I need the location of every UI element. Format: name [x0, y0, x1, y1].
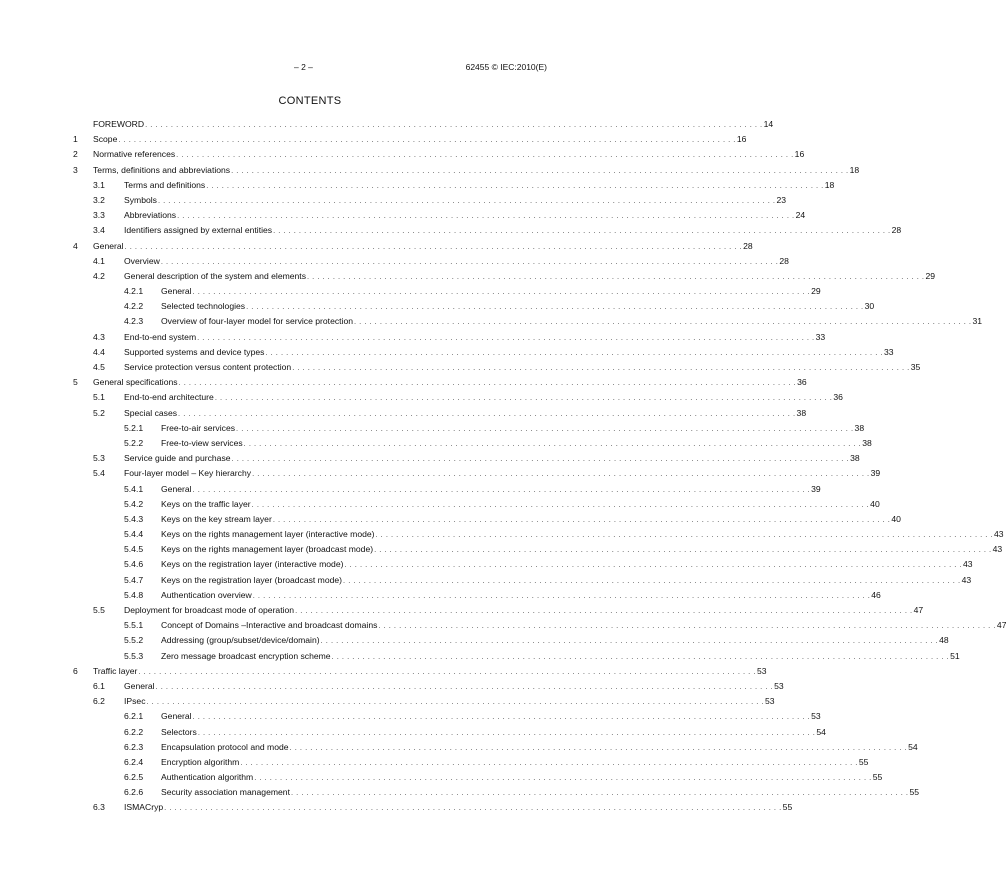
toc-entry-number: 4: [73, 240, 78, 251]
toc-entry-page: 14: [763, 119, 774, 129]
toc-entry[interactable]: [73, 726, 826, 742]
toc-entry[interactable]: [73, 164, 860, 180]
toc-entry-page: 38: [854, 422, 865, 433]
toc-dot-leader: . . . . . . . . . . . . . . . . . . . . . . . . . . . . . . . . . . . . . . . . . . . . . . . . . . . . . . . . . . . . . . . . . . . . . . . . . . . . . . . . . . . . . . . . . . . . . . . . . . . . . . . . . . . . . . . . . . . . . . . .: [246, 302, 864, 312]
toc-entry-label: General: [93, 240, 124, 251]
toc-entry-label: Four-layer model – Key hierarchy: [124, 468, 252, 479]
toc-entry-label: Keys on the traffic layer: [161, 498, 251, 509]
toc-entry[interactable]: [73, 179, 835, 195]
toc-entry-number: 5.2.1: [124, 422, 144, 433]
toc-entry-label: Supported systems and device types: [124, 346, 265, 357]
toc-entry[interactable]: [73, 802, 793, 817]
toc-entry-label: Keys on the registration layer (broadcast mode): [161, 574, 343, 585]
toc-entry-page: 43: [994, 529, 1004, 540]
toc-entry-label: General: [161, 711, 192, 722]
toc-entry-label: Abbreviations: [124, 210, 177, 221]
toc-entry-page: 43: [961, 574, 972, 585]
toc-entry-page: 39: [811, 483, 821, 494]
toc-entry-page: 28: [779, 255, 789, 266]
toc-entry-page: 43: [992, 544, 1003, 555]
toc-entry-label: General: [124, 680, 155, 691]
toc-entry-number: 6.2.2: [124, 726, 144, 737]
toc-dot-leader: . . . . . . . . . . . . . . . . . . . . . . . . . . . . . . . . . . . . . . . . . . . . . . . . . . . . . . . . . . . . . . . . . . . . . . . . . . . . . . . . . . . . . . . . . . . . . . . . . . . . . . . . . . . . . . . . . . . . . . . .: [240, 757, 858, 767]
toc-entry[interactable]: [73, 772, 883, 787]
toc-entry-label: Encapsulation protocol and mode: [161, 741, 289, 752]
toc-entry-label: Selected technologies: [161, 301, 246, 312]
toc-entry[interactable]: [73, 680, 784, 696]
toc-entry[interactable]: [73, 665, 767, 681]
toc-entry-number: 4.3: [93, 331, 105, 342]
toc-entry-page: 47: [913, 605, 924, 615]
toc-entry-number: 6.1: [93, 680, 105, 691]
toc-entry[interactable]: [73, 134, 747, 149]
toc-dot-leader: . . . . . . . . . . . . . . . . . . . . . . . . . . . . . . . . . . . . . . . . . . . . . . . . . . . . . . . . . . . . . . . . . . . . . . . . . . . . . . . . . . . . . . . . . . . . . . . . . . . . . . . . . . . . . . . . . . . . . . . .: [252, 469, 870, 479]
toc-dot-leader: . . . . . . . . . . . . . . . . . . . . . . . . . . . . . . . . . . . . . . . . . . . . . . . . . . . . . . . . . . . . . . . . . . . . . . . . . . . . . . . . . . . . . . . . . . . . . . . . . . . . . . . . . . . . . . . . . . . . . . . .: [192, 712, 811, 722]
toc-dot-leader: . . . . . . . . . . . . . . . . . . . . . . . . . . . . . . . . . . . . . . . . . . . . . . . . . . . . . . . . . . . . . . . . . . . . . . . . . . . . . . . . . . . . . . . . . . . . . . . . . . . . . . . . . . . . . . . . . . . . . . . .: [155, 681, 774, 691]
toc-entry[interactable]: [73, 255, 789, 271]
toc-entry-number: 4.2.1: [124, 286, 144, 297]
toc-dot-leader: . . . . . . . . . . . . . . . . . . . . . . . . . . . . . . . . . . . . . . . . . . . . . . . . . . . . . . . . . . . . . . . . . . . . . . . . . . . . . . . . . . . . . . . . . . . . . . . . . . . . . . . . . . . . . . . . . . . . . . . .: [197, 727, 816, 737]
toc-entry-page: 31: [972, 316, 983, 327]
toc-entry-label: Overview of four-layer model for service protection: [161, 316, 353, 327]
toc-entry-page: 36: [833, 392, 843, 403]
toc-entry[interactable]: [73, 787, 920, 802]
toc-entry[interactable]: [73, 711, 821, 726]
toc-entry-page: 54: [816, 726, 826, 737]
toc-entry-number: 5.4.5: [124, 544, 144, 555]
toc-entry[interactable]: [73, 149, 805, 164]
toc-entry-label: Traffic layer: [93, 665, 138, 676]
page-title: CONTENTS: [278, 95, 342, 107]
toc-entry-number: 4.2.2: [124, 301, 144, 312]
toc-entry[interactable]: [73, 392, 843, 407]
toc-entry-number: 5.4: [93, 468, 105, 479]
toc-entry-label: Encryption algorithm: [161, 756, 240, 767]
toc-entry-page: 43: [962, 559, 973, 570]
toc-dot-leader: . . . . . . . . . . . . . . . . . . . . . . . . . . . . . . . . . . . . . . . . . . . . . . . . . . . . . . . . . . . . . . . . . . . . . . . . . . . . . . . . . . . . . . . . . . . . . . . . . . . . . . . . . . . . . . . . . . . . . . . .: [164, 803, 782, 813]
toc-dot-leader: . . . . . . . . . . . . . . . . . . . . . . . . . . . . . . . . . . . . . . . . . . . . . . . . . . . . . . . . . . . . . . . . . . . . . . . . . . . . . . . . . . . . . . . . . . . . . . . . . . . . . . . . . . . . . . . . . . . . . . . .: [176, 150, 794, 160]
toc-entry-number: 6: [73, 665, 78, 676]
toc-entry-label: Terms, definitions and abbreviations: [93, 164, 231, 175]
toc-entry-page: 38: [862, 437, 872, 448]
toc-entry-number: 6.2.3: [124, 741, 144, 752]
toc-entry-page: 47: [996, 620, 1006, 631]
toc-entry[interactable]: [73, 377, 807, 392]
toc-entry[interactable]: [73, 316, 983, 331]
toc-dot-leader: . . . . . . . . . . . . . . . . . . . . . . . . . . . . . . . . . . . . . . . . . . . . . . . . . . . . . . . . . . . . . . . . . . . . . . . . . . . . . . . . . . . . . . . . . . . . . . . . . . . . . . . . . . . . . . . . . . . . . . . .: [214, 393, 833, 403]
toc-entry-label: General specifications: [93, 377, 178, 388]
toc-entry-number: 6.3: [93, 802, 105, 813]
toc-dot-leader: . . . . . . . . . . . . . . . . . . . . . . . . . . . . . . . . . . . . . . . . . . . . . . . . . . . . . . . . . . . . . . . . . . . . . . . . . . . . . . . . . . . . . . . . . . . . . . . . . . . . . . . . . . . . . . . . . . . . . . . .: [178, 408, 796, 418]
toc-entry[interactable]: [73, 468, 881, 483]
toc-entry-label: Symbols: [124, 194, 157, 205]
toc-entry-label: General description of the system and elements: [124, 270, 306, 281]
toc-dot-leader: . . . . . . . . . . . . . . . . . . . . . . . . . . . . . . . . . . . . . . . . . . . . . . . . . . . . . . . . . . . . . . . . . . . . . . . . . . . . . . . . . . . . . . . . . . . . . . . . . . . . . . . . . . . . . . . . . . . . . . . .: [251, 499, 870, 509]
toc-entry-number: 4.5: [93, 362, 105, 372]
toc-entry-page: 38: [796, 407, 807, 418]
toc-entry-label: Keys on the rights management layer (broadcast mode): [161, 544, 374, 555]
toc-entry-number: 6.2: [93, 696, 105, 707]
toc-dot-leader: . . . . . . . . . . . . . . . . . . . . . . . . . . . . . . . . . . . . . . . . . . . . . . . . . . . . . . . . . . . . . . . . . . . . . . . . . . . . . . . . . . . . . . . . . . . . . . . . . . . . . . . . . . . . . . . . . . . . . . . .: [145, 120, 763, 129]
toc-dot-leader: . . . . . . . . . . . . . . . . . . . . . . . . . . . . . . . . . . . . . . . . . . . . . . . . . . . . . . . . . . . . . . . . . . . . . . . . . . . . . . . . . . . . . . . . . . . . . . . . . . . . . . . . . . . . . . . . . . . . . . . .: [290, 788, 909, 798]
toc-entry-label: IPsec: [124, 696, 146, 707]
toc-dot-leader: . . . . . . . . . . . . . . . . . . . . . . . . . . . . . . . . . . . . . . . . . . . . . . . . . . . . . . . . . . . . . . . . . . . . . . . . . . . . . . . . . . . . . . . . . . . . . . . . . . . . . . . . . . . . . . . . . . . . . . . .: [378, 621, 996, 631]
toc-entry-number: 5.4.4: [124, 529, 144, 540]
toc-entry-number: 5.5.1: [124, 620, 144, 631]
toc-entry-page: 55: [909, 787, 920, 798]
toc-entry-number: 3.2: [93, 194, 105, 205]
toc-entry[interactable]: [73, 194, 787, 210]
toc-entry-number: 6.2.1: [124, 711, 144, 722]
toc-entry[interactable]: [73, 331, 826, 347]
toc-entry-number: 5.3: [93, 453, 105, 464]
toc-entry-page: 53: [765, 696, 775, 707]
toc-entry-number: 4.1: [93, 255, 105, 266]
toc-entry-page: 23: [776, 194, 787, 205]
toc-dot-leader: . . . . . . . . . . . . . . . . . . . . . . . . . . . . . . . . . . . . . . . . . . . . . . . . . . . . . . . . . . . . . . . . . . . . . . . . . . . . . . . . . . . . . . . . . . . . . . . . . . . . . . . . . . . . . . . . . . . . . . . .: [124, 241, 743, 251]
toc-entry-page: 18: [824, 179, 835, 190]
toc-entry-page: 39: [870, 468, 881, 479]
toc-entry[interactable]: [73, 741, 918, 757]
toc-entry[interactable]: [73, 301, 875, 316]
toc-dot-leader: . . . . . . . . . . . . . . . . . . . . . . . . . . . . . . . . . . . . . . . . . . . . . . . . . . . . . . . . . . . . . . . . . . . . . . . . . . . . . . . . . . . . . . . . . . . . . . . . . . . . . . . . . . . . . . . . . . . . . . . .: [307, 271, 925, 281]
toc-entry-number: 1: [73, 134, 78, 145]
toc-entry[interactable]: [73, 270, 936, 286]
toc-entry-number: 5.4.1: [124, 483, 144, 494]
toc-dot-leader: . . . . . . . . . . . . . . . . . . . . . . . . . . . . . . . . . . . . . . . . . . . . . . . . . . . . . . . . . . . . . . . . . . . . . . . . . . . . . . . . . . . . . . . . . . . . . . . . . . . . . . . . . . . . . . . . . . . . . . . .: [272, 514, 891, 524]
toc-dot-leader: . . . . . . . . . . . . . . . . . . . . . . . . . . . . . . . . . . . . . . . . . . . . . . . . . . . . . . . . . . . . . . . . . . . . . . . . . . . . . . . . . . . . . . . . . . . . . . . . . . . . . . . . . . . . . . . . . . . . . . . .: [374, 545, 992, 555]
toc-entry-label: Normative references: [93, 149, 176, 160]
toc-entry[interactable]: [73, 119, 774, 134]
toc-dot-leader: . . . . . . . . . . . . . . . . . . . . . . . . . . . . . . . . . . . . . . . . . . . . . . . . . . . . . . . . . . . . . . . . . . . . . . . . . . . . . . . . . . . . . . . . . . . . . . . . . . . . . . . . . . . . . . . . . . . . . . . .: [192, 484, 811, 494]
toc-entry-number: 5.4.6: [124, 559, 144, 570]
toc-entry-page: 53: [756, 665, 767, 676]
toc-entry[interactable]: [73, 589, 881, 605]
toc-entry-number: 5.1: [93, 392, 105, 403]
toc-entry[interactable]: [73, 483, 821, 499]
toc-entry-label: Deployment for broadcast mode of operation: [124, 605, 295, 615]
toc-entry-label: Concept of Domains –Interactive and broadcast domains: [161, 620, 378, 631]
toc-dot-leader: . . . . . . . . . . . . . . . . . . . . . . . . . . . . . . . . . . . . . . . . . . . . . . . . . . . . . . . . . . . . . . . . . . . . . . . . . . . . . . . . . . . . . . . . . . . . . . . . . . . . . . . . . . . . . . . . . . . . . . . .: [146, 697, 765, 707]
toc-entry-label: Service protection versus content protection: [124, 362, 292, 372]
toc-dot-leader: . . . . . . . . . . . . . . . . . . . . . . . . . . . . . . . . . . . . . . . . . . . . . . . . . . . . . . . . . . . . . . . . . . . . . . . . . . . . . . . . . . . . . . . . . . . . . . . . . . . . . . . . . . . . . . . . . . . . . . . .: [252, 590, 871, 600]
toc-entry-number: 3: [73, 164, 78, 175]
toc-entry-page: 16: [794, 149, 805, 160]
toc-dot-leader: . . . . . . . . . . . . . . . . . . . . . . . . . . . . . . . . . . . . . . . . . . . . . . . . . . . . . . . . . . . . . . . . . . . . . . . . . . . . . . . . . . . . . . . . . . . . . . . . . . . . . . . . . . . . . . . . . . . . . . . .: [254, 773, 872, 783]
toc-entry-number: 5.2: [93, 407, 105, 418]
toc-entry-label: Free-to-air services: [161, 422, 236, 433]
toc-entry-page: 53: [774, 680, 784, 691]
toc-entry[interactable]: [73, 437, 872, 453]
toc-entry-page: 33: [815, 331, 826, 342]
toc-entry-page: 40: [870, 498, 880, 509]
toc-entry-page: 38: [850, 453, 860, 464]
toc-entry[interactable]: [73, 620, 1006, 635]
toc-dot-leader: . . . . . . . . . . . . . . . . . . . . . . . . . . . . . . . . . . . . . . . . . . . . . . . . . . . . . . . . . . . . . . . . . . . . . . . . . . . . . . . . . . . . . . . . . . . . . . . . . . . . . . . . . . . . . . . . . . . . . . . .: [295, 606, 913, 615]
toc-dot-leader: . . . . . . . . . . . . . . . . . . . . . . . . . . . . . . . . . . . . . . . . . . . . . . . . . . . . . . . . . . . . . . . . . . . . . . . . . . . . . . . . . . . . . . . . . . . . . . . . . . . . . . . . . . . . . . . . . . . . . . . .: [320, 636, 939, 646]
toc-entry-label: Identifiers assigned by external entities: [124, 225, 273, 236]
toc-entry-label: Free-to-view services: [161, 437, 243, 448]
toc-entry-number: 6.2.5: [124, 772, 144, 783]
toc-dot-leader: . . . . . . . . . . . . . . . . . . . . . . . . . . . . . . . . . . . . . . . . . . . . . . . . . . . . . . . . . . . . . . . . . . . . . . . . . . . . . . . . . . . . . . . . . . . . . . . . . . . . . . . . . . . . . . . . . . . . . . . .: [231, 454, 850, 464]
toc-entry[interactable]: [73, 346, 894, 362]
toc-entry-label: Authentication overview: [161, 589, 252, 600]
toc-dot-leader: . . . . . . . . . . . . . . . . . . . . . . . . . . . . . . . . . . . . . . . . . . . . . . . . . . . . . . . . . . . . . . . . . . . . . . . . . . . . . . . . . . . . . . . . . . . . . . . . . . . . . . . . . . . . . . . . . . . . . . . .: [273, 226, 891, 236]
toc-entry-number: 5.4.7: [124, 574, 144, 585]
toc-entry-number: 3.4: [93, 225, 105, 236]
toc-entry-number: 6.2.4: [124, 756, 144, 767]
toc-entry-label: Authentication algorithm: [161, 772, 254, 783]
toc-entry-label: Addressing (group/subset/device/domain): [161, 635, 320, 646]
toc-entry-label: Security association management: [161, 787, 290, 798]
toc-entry-page: 48: [939, 635, 949, 646]
toc-entry-page: 33: [883, 346, 894, 357]
toc-entry-label: Service guide and purchase: [124, 453, 231, 464]
toc-entry-page: 35: [910, 362, 921, 372]
toc-entry-label: Keys on the registration layer (interactive mode): [161, 559, 344, 570]
toc-entry-page: 30: [864, 301, 875, 312]
toc-entry[interactable]: [73, 650, 960, 666]
toc-entry-page: 51: [950, 650, 960, 661]
toc-entry[interactable]: [73, 453, 860, 468]
toc-entry-number: 4.2: [93, 270, 105, 281]
toc-entry[interactable]: [73, 225, 902, 240]
toc-entry[interactable]: [73, 559, 973, 574]
toc-entry[interactable]: [73, 635, 949, 650]
toc-entry-page: 28: [891, 225, 902, 236]
toc-dot-leader: . . . . . . . . . . . . . . . . . . . . . . . . . . . . . . . . . . . . . . . . . . . . . . . . . . . . . . . . . . . . . . . . . . . . . . . . . . . . . . . . . . . . . . . . . . . . . . . . . . . . . . . . . . . . . . . . . . . . . . . .: [177, 211, 795, 221]
toc-entry[interactable]: [73, 422, 865, 438]
toc-entry-page: 16: [736, 134, 747, 145]
toc-entry-page: 55: [782, 802, 793, 813]
toc-entry[interactable]: [73, 756, 869, 772]
toc-entry-label: General: [161, 483, 192, 494]
toc-entry[interactable]: [73, 407, 807, 423]
page-number: – 2 –: [294, 62, 313, 72]
toc-entry-number: 5.5.3: [124, 650, 144, 661]
toc-dot-leader: . . . . . . . . . . . . . . . . . . . . . . . . . . . . . . . . . . . . . . . . . . . . . . . . . . . . . . . . . . . . . . . . . . . . . . . . . . . . . . . . . . . . . . . . . . . . . . . . . . . . . . . . . . . . . . . . . . . . . . . .: [138, 666, 756, 676]
toc-dot-leader: . . . . . . . . . . . . . . . . . . . . . . . . . . . . . . . . . . . . . . . . . . . . . . . . . . . . . . . . . . . . . . . . . . . . . . . . . . . . . . . . . . . . . . . . . . . . . . . . . . . . . . . . . . . . . . . . . . . . . . . .: [343, 575, 961, 585]
toc-dot-leader: . . . . . . . . . . . . . . . . . . . . . . . . . . . . . . . . . . . . . . . . . . . . . . . . . . . . . . . . . . . . . . . . . . . . . . . . . . . . . . . . . . . . . . . . . . . . . . . . . . . . . . . . . . . . . . . . . . . . . . . .: [160, 256, 779, 266]
toc-dot-leader: . . . . . . . . . . . . . . . . . . . . . . . . . . . . . . . . . . . . . . . . . . . . . . . . . . . . . . . . . . . . . . . . . . . . . . . . . . . . . . . . . . . . . . . . . . . . . . . . . . . . . . . . . . . . . . . . . . . . . . . .: [157, 195, 776, 205]
toc-entry-page: 29: [811, 286, 821, 297]
toc-entry-page: 54: [908, 741, 918, 752]
toc-dot-leader: . . . . . . . . . . . . . . . . . . . . . . . . . . . . . . . . . . . . . . . . . . . . . . . . . . . . . . . . . . . . . . . . . . . . . . . . . . . . . . . . . . . . . . . . . . . . . . . . . . . . . . . . . . . . . . . . . . . . . . . .: [354, 317, 972, 327]
toc-entry-label: Keys on the key stream layer: [161, 513, 272, 524]
toc-entry-number: 4.2.3: [124, 316, 144, 327]
toc-entry-label: ISMACryp: [124, 802, 164, 813]
toc-dot-leader: . . . . . . . . . . . . . . . . . . . . . . . . . . . . . . . . . . . . . . . . . . . . . . . . . . . . . . . . . . . . . . . . . . . . . . . . . . . . . . . . . . . . . . . . . . . . . . . . . . . . . . . . . . . . . . . . . . . . . . . .: [178, 378, 797, 388]
toc-entry-number: 5.2.2: [124, 437, 144, 448]
toc-dot-leader: . . . . . . . . . . . . . . . . . . . . . . . . . . . . . . . . . . . . . . . . . . . . . . . . . . . . . . . . . . . . . . . . . . . . . . . . . . . . . . . . . . . . . . . . . . . . . . . . . . . . . . . . . . . . . . . . . . . . . . . .: [197, 332, 815, 342]
toc-dot-leader: . . . . . . . . . . . . . . . . . . . . . . . . . . . . . . . . . . . . . . . . . . . . . . . . . . . . . . . . . . . . . . . . . . . . . . . . . . . . . . . . . . . . . . . . . . . . . . . . . . . . . . . . . . . . . . . . . . . . . . . .: [236, 423, 854, 433]
toc-entry-label: Overview: [124, 255, 160, 266]
toc-entry-label: General: [161, 286, 192, 297]
toc-entry-number: 2: [73, 149, 78, 160]
toc-entry-label: End-to-end architecture: [124, 392, 214, 403]
toc-entry-page: 18: [849, 164, 860, 175]
toc-entry-number: 4.4: [93, 346, 105, 357]
toc-dot-leader: . . . . . . . . . . . . . . . . . . . . . . . . . . . . . . . . . . . . . . . . . . . . . . . . . . . . . . . . . . . . . . . . . . . . . . . . . . . . . . . . . . . . . . . . . . . . . . . . . . . . . . . . . . . . . . . . . . . . . . . .: [231, 165, 849, 175]
toc-entry-number: 5.5: [93, 605, 105, 615]
toc-entry-page: 29: [925, 270, 936, 281]
toc-entry-page: 53: [811, 711, 821, 722]
toc-entry[interactable]: [73, 240, 753, 256]
toc-entry-label: Scope: [93, 134, 118, 145]
toc-dot-leader: . . . . . . . . . . . . . . . . . . . . . . . . . . . . . . . . . . . . . . . . . . . . . . . . . . . . . . . . . . . . . . . . . . . . . . . . . . . . . . . . . . . . . . . . . . . . . . . . . . . . . . . . . . . . . . . . . . . . . . . .: [375, 530, 994, 540]
toc-entry-page: 55: [872, 772, 883, 783]
toc-entry-label: Zero message broadcast encryption scheme: [161, 650, 331, 661]
toc-entry-label: Terms and definitions: [124, 179, 206, 190]
toc-entry-label: FOREWORD: [93, 119, 145, 129]
toc-entry[interactable]: [73, 544, 1003, 559]
toc-entry[interactable]: [73, 605, 924, 620]
toc-dot-leader: . . . . . . . . . . . . . . . . . . . . . . . . . . . . . . . . . . . . . . . . . . . . . . . . . . . . . . . . . . . . . . . . . . . . . . . . . . . . . . . . . . . . . . . . . . . . . . . . . . . . . . . . . . . . . . . . . . . . . . . .: [292, 363, 910, 372]
toc-entry[interactable]: [73, 362, 921, 377]
toc-entry-number: 6.2.6: [124, 787, 144, 798]
toc-dot-leader: . . . . . . . . . . . . . . . . . . . . . . . . . . . . . . . . . . . . . . . . . . . . . . . . . . . . . . . . . . . . . . . . . . . . . . . . . . . . . . . . . . . . . . . . . . . . . . . . . . . . . . . . . . . . . . . . . . . . . . . .: [265, 347, 883, 357]
standard-reference: 62455 © IEC:2010(E): [465, 62, 547, 72]
toc-entry-page: 55: [858, 756, 869, 767]
toc-entry-number: 3.1: [93, 179, 105, 190]
toc-entry[interactable]: [73, 529, 1004, 544]
toc-entry[interactable]: [73, 286, 821, 301]
toc-entry-number: 5.5.2: [124, 635, 144, 646]
toc-dot-leader: . . . . . . . . . . . . . . . . . . . . . . . . . . . . . . . . . . . . . . . . . . . . . . . . . . . . . . . . . . . . . . . . . . . . . . . . . . . . . . . . . . . . . . . . . . . . . . . . . . . . . . . . . . . . . . . . . . . . . . . .: [206, 180, 824, 190]
toc-entry[interactable]: [73, 210, 806, 225]
toc-entry-number: 5.4.2: [124, 498, 144, 509]
toc-entry[interactable]: [73, 574, 972, 590]
toc-dot-leader: . . . . . . . . . . . . . . . . . . . . . . . . . . . . . . . . . . . . . . . . . . . . . . . . . . . . . . . . . . . . . . . . . . . . . . . . . . . . . . . . . . . . . . . . . . . . . . . . . . . . . . . . . . . . . . . . . . . . . . . .: [118, 135, 736, 145]
toc-entry-page: 24: [795, 210, 806, 221]
toc-entry[interactable]: [73, 513, 901, 529]
toc-dot-leader: . . . . . . . . . . . . . . . . . . . . . . . . . . . . . . . . . . . . . . . . . . . . . . . . . . . . . . . . . . . . . . . . . . . . . . . . . . . . . . . . . . . . . . . . . . . . . . . . . . . . . . . . . . . . . . . . . . . . . . . .: [331, 651, 950, 661]
toc-entry[interactable]: [73, 498, 880, 514]
toc-entry-number: 5: [73, 377, 78, 388]
toc-entry-label: End-to-end system: [124, 331, 197, 342]
toc-entry[interactable]: [73, 696, 775, 711]
toc-entry-label: Keys on the rights management layer (interactive mode): [161, 529, 375, 540]
toc-entry-label: Selectors: [161, 726, 197, 737]
toc-dot-leader: . . . . . . . . . . . . . . . . . . . . . . . . . . . . . . . . . . . . . . . . . . . . . . . . . . . . . . . . . . . . . . . . . . . . . . . . . . . . . . . . . . . . . . . . . . . . . . . . . . . . . . . . . . . . . . . . . . . . . . . .: [192, 287, 811, 297]
toc-dot-leader: . . . . . . . . . . . . . . . . . . . . . . . . . . . . . . . . . . . . . . . . . . . . . . . . . . . . . . . . . . . . . . . . . . . . . . . . . . . . . . . . . . . . . . . . . . . . . . . . . . . . . . . . . . . . . . . . . . . . . . . .: [289, 742, 908, 752]
toc-entry-number: 3.3: [93, 210, 105, 221]
toc-entry-page: 46: [871, 589, 881, 600]
toc-entry-page: 36: [797, 377, 807, 388]
toc-entry-label: Special cases: [124, 407, 178, 418]
toc-entry-number: 5.4.8: [124, 589, 144, 600]
toc-dot-leader: . . . . . . . . . . . . . . . . . . . . . . . . . . . . . . . . . . . . . . . . . . . . . . . . . . . . . . . . . . . . . . . . . . . . . . . . . . . . . . . . . . . . . . . . . . . . . . . . . . . . . . . . . . . . . . . . . . . . . . . .: [243, 438, 862, 448]
toc-entry-page: 28: [743, 240, 753, 251]
toc-entry-number: 5.4.3: [124, 513, 144, 524]
toc-dot-leader: . . . . . . . . . . . . . . . . . . . . . . . . . . . . . . . . . . . . . . . . . . . . . . . . . . . . . . . . . . . . . . . . . . . . . . . . . . . . . . . . . . . . . . . . . . . . . . . . . . . . . . . . . . . . . . . . . . . . . . . .: [344, 560, 962, 570]
table-of-contents: [73, 119, 1006, 818]
toc-entry-page: 40: [891, 513, 901, 524]
